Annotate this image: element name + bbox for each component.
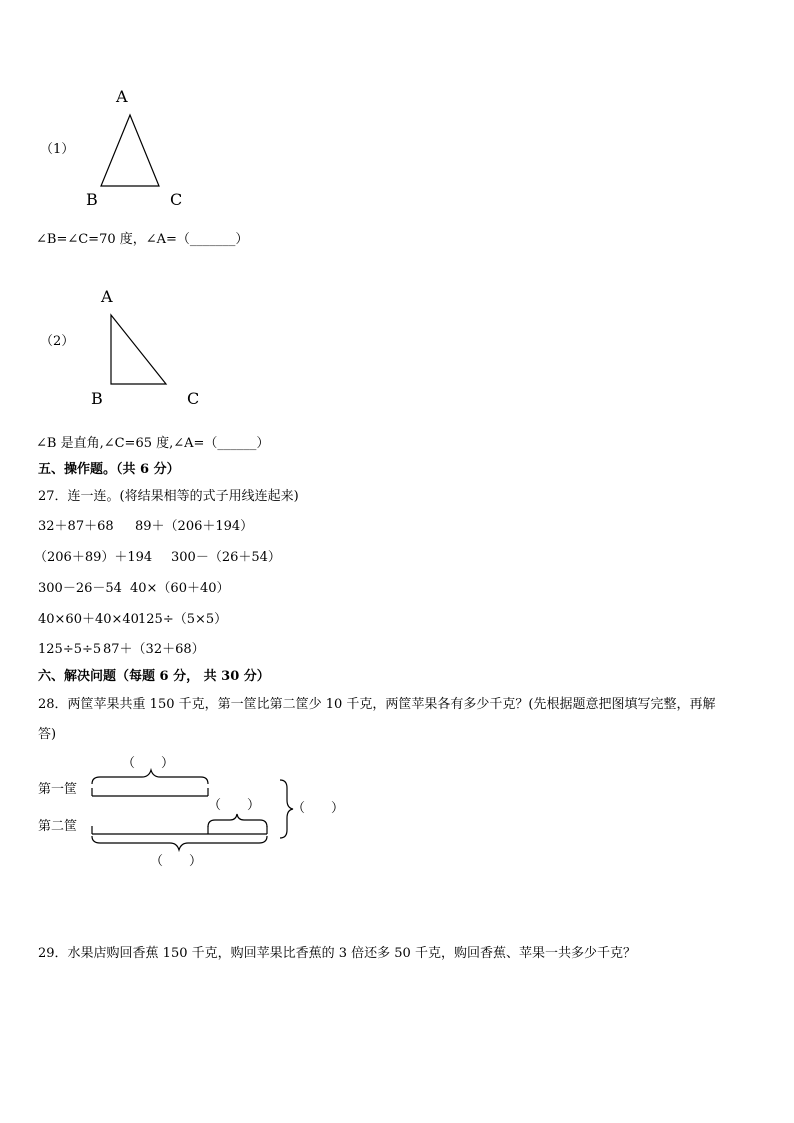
problem2-vertex-c: C [187,389,200,408]
problem1-number: （1） [40,142,75,157]
q27-row-1-right: 89＋（206＋194） [135,519,254,534]
diagram-label-first-basket: 第一筐 [38,782,78,797]
q27-row-5-right: 87＋（32＋68） [103,642,205,657]
q27-row-4-left: 40×60＋40×40 [38,612,139,627]
problem2-text: ∠B 是直角,∠C=65 度,∠A=（______） [36,436,270,451]
section6-heading: 六、解决问题（每题 6 分， 共 30 分） [38,669,270,684]
q27-row-1-left: 32＋87＋68 [38,519,114,534]
diagram-label-second-basket: 第二筐 [38,819,78,834]
q29-text: 29．水果店购回香蕉 150 千克，购回苹果比香蕉的 3 倍还多 50 千克，购回香蕉、苹果一共多少千克？ [38,946,636,961]
diagram-blank-first-basket[interactable]: （ ） [122,756,175,771]
problem1-vertex-a: A [116,87,128,106]
section5-heading: 五、操作题。（共 6 分） [38,462,180,477]
brace-first-basket [92,770,208,784]
q27-row-4-right: 125÷（5×5） [138,612,228,627]
q27-row-3-left: 300－26－54 [38,581,122,596]
brace-difference [208,814,267,827]
diagram-blank-second-basket[interactable]: （ ） [150,854,203,869]
q27-row-2-left: （206＋89）＋194 [34,550,153,565]
diagram-blank-difference[interactable]: （ ） [208,798,261,813]
problem2-number: （2） [40,334,75,349]
brace-second-basket [92,836,267,850]
q27-title: 27．连一连。(将结果相等的式子用线连起来) [38,489,299,504]
problem1-vertex-b: B [86,190,98,209]
diagram-blank-total[interactable]: （ ） [292,801,345,816]
q27-row-5-left: 125÷5÷5 [38,642,102,657]
problem1-vertex-c: C [170,190,183,209]
problem2-vertex-b: B [91,389,103,408]
problem2-vertex-a: A [101,287,113,306]
q27-row-3-right: 40×（60＋40） [130,581,230,596]
q28-text-line1: 28．两筐苹果共重 150 千克，第一筐比第二筐少 10 千克，两筐苹果各有多少千克？(先根据题意把图填写完整，再解 [38,697,716,712]
q27-row-2-right: 300－（26＋54） [171,550,281,565]
problem1-text: ∠B=∠C=70 度，∠A=（_______） [36,232,249,247]
q28-text-line2: 答) [38,727,57,742]
